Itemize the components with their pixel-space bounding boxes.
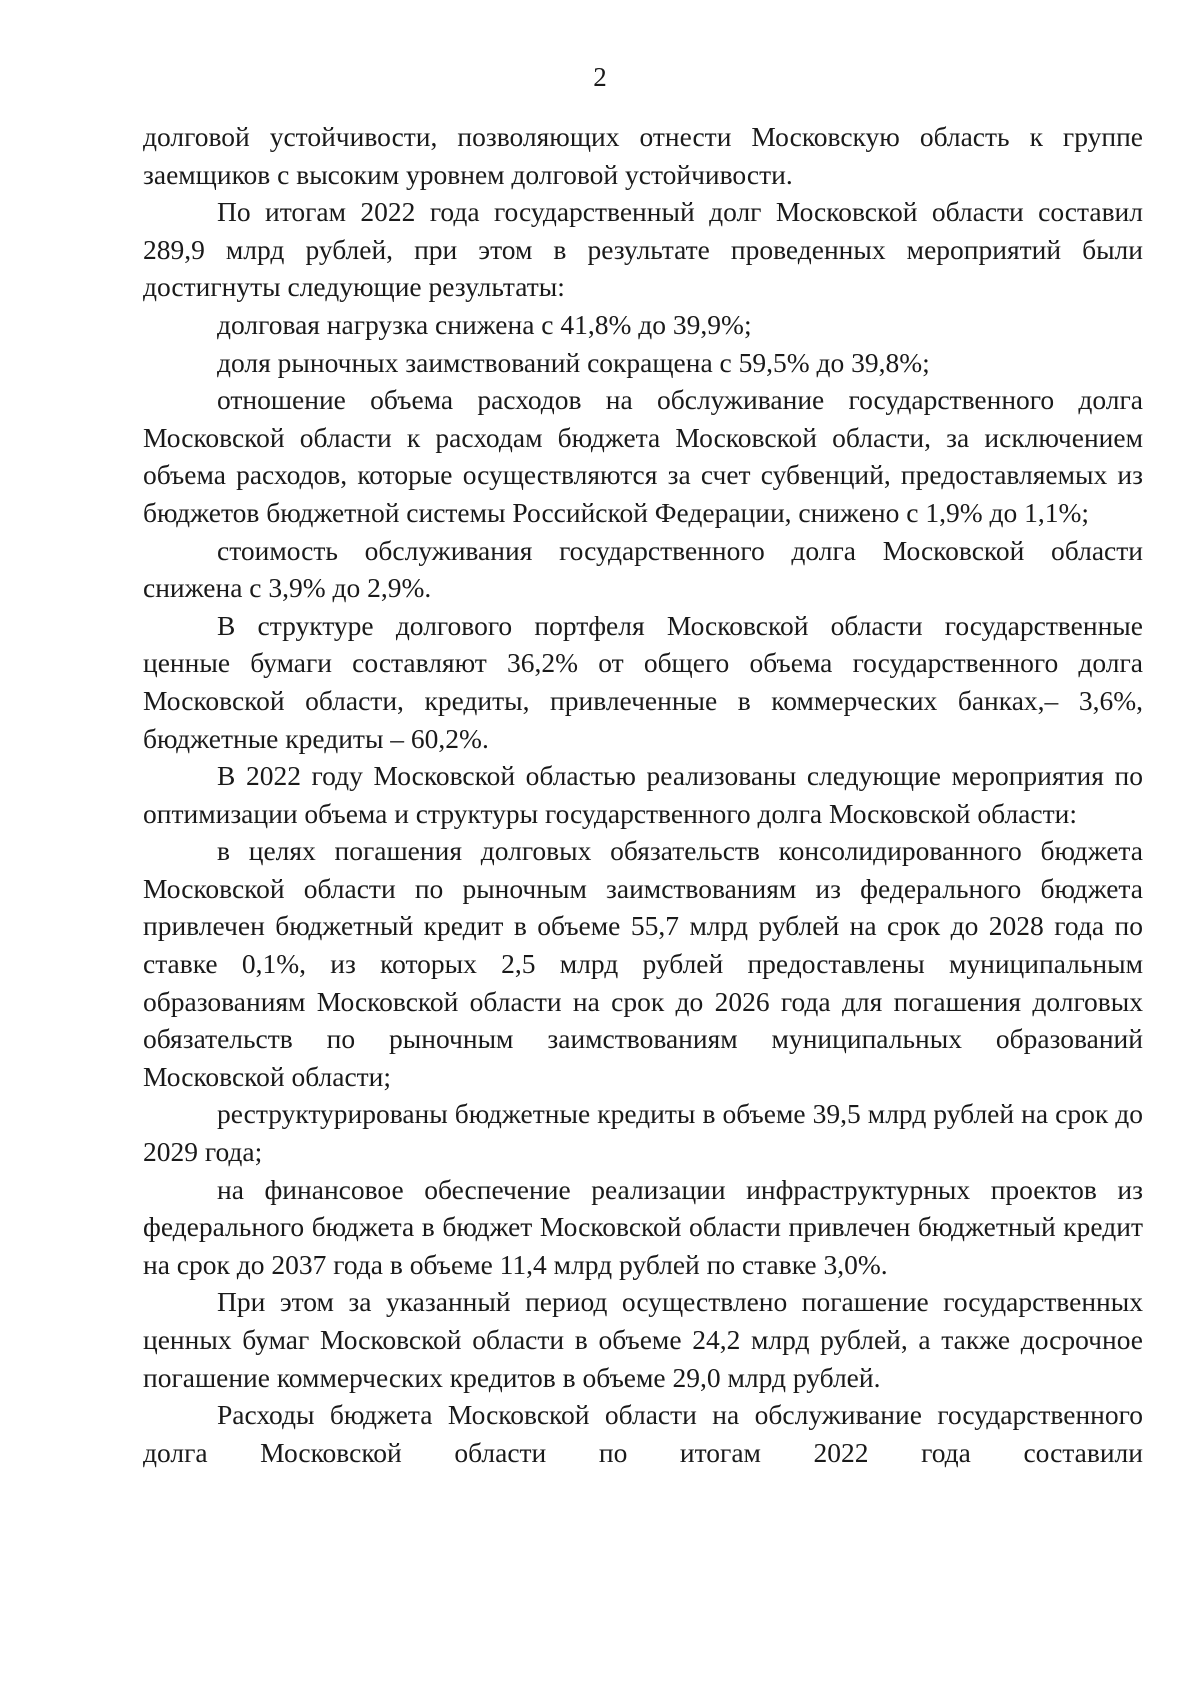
paragraph: По итогам 2022 года государственный долг Московской области составил 289,9 млрд рублей, при этом в результате проведенных мероприятий были достигнуты следующие результаты: [143,196,1143,303]
list-item: стоимость обслуживания государственного долга Московской области снижена с 3,9% до 2,9%. [143,534,1143,604]
list-item: на финансовое обеспечение реализации инфраструктурных проектов из федерального бюджета в бюджет Московской области привлечен бюджетный кредит на срок до 2037 года в объеме 11,4 млрд рублей по ставке 3,0%. [143,1173,1143,1280]
list-item: долговая нагрузка снижена с 41,8% до 39,9%; [217,308,752,340]
page-number: 2 [593,62,607,92]
paragraph: Расходы бюджета Московской области на обслуживание государственного долга Московской области по итогам 2022 года составили [143,1399,1143,1468]
list-item: доля рыночных заимствований сокращена с 59,5% до 39,8%; [217,346,930,378]
paragraph: В 2022 году Московской областью реализованы следующие мероприятия по оптимизации объема и структуры государственного долга Московской области: [143,760,1143,829]
list-item: отношение объема расходов на обслуживание государственного долга Московской области к расходам бюджета Московской области, за исключением объема расходов, которые осуществляются за счет субвенций, предоставляемых из бюджетов бюджетной системы Российской Федерации, снижено с 1,9% до 1,1%; [143,384,1143,528]
list-item: в целях погашения долговых обязательств консолидированного бюджета Московской области по рыночным заимствованиям из федерального бюджета привлечен бюджетный кредит в объеме 55,7 млрд рублей на срок до 2028 года по ставке 0,1%, из которых 2,5 млрд рублей предоставлены муниципальным образованиям Московской области на срок до 2026 года для погашения долговых обязательств по рыночным заимствованиям муниципальных образований Московской области; [143,835,1143,1092]
paragraph: В структуре долгового портфеля Московской области государственные ценные бумаги составляют 36,2% от общего объема государственного долга Московской области, кредиты, привлеченные в коммерческих банках,– 3,6%, бюджетные кредиты – 60,2%. [143,609,1143,754]
document-body [143,118,1143,1471]
paragraph: долговой устойчивости, позволяющих отнести Московскую область к группе заемщиков с высоким уровнем долговой устойчивости. [143,121,1143,190]
list-item: реструктурированы бюджетные кредиты в объеме 39,5 млрд рублей на срок до 2029 года; [143,1098,1143,1168]
paragraph: При этом за указанный период осуществлено погашение государственных ценных бумаг Московской области в объеме 24,2 млрд рублей, а также досрочное погашение коммерческих кредитов в объеме 29,0 млрд рублей. [143,1286,1143,1393]
